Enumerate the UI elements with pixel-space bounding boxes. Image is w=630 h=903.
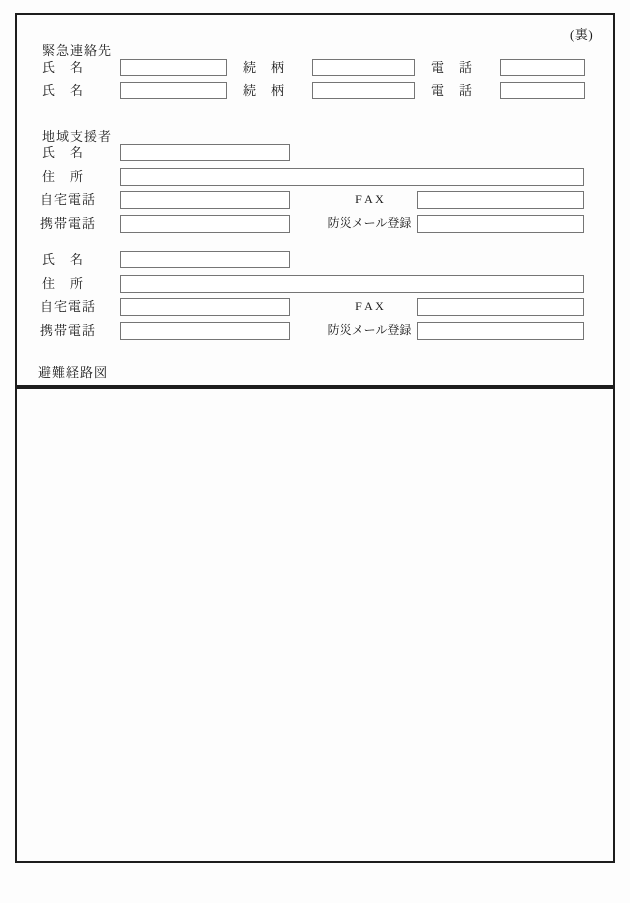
emergency-phone-input-2[interactable]	[500, 82, 585, 99]
emergency-relation-input-2[interactable]	[312, 82, 415, 99]
home-phone-label: 自宅電話	[40, 299, 97, 314]
community-supporter-block	[17, 143, 613, 235]
mobile-phone-label: 携帯電話	[40, 323, 97, 338]
supporter-home-phone-row	[17, 190, 613, 209]
emergency-contact-row	[17, 58, 613, 77]
emergency-phone-input-1[interactable]	[500, 59, 585, 76]
supporter-mobile-phone-row	[17, 214, 613, 233]
supporter-mobile-phone-row	[17, 321, 613, 340]
disaster-mail-label: 防災メール登録	[327, 323, 412, 337]
supporter-address-input-2[interactable]	[120, 275, 584, 293]
emergency-contact-row	[17, 81, 613, 100]
supporter-name-row	[17, 143, 613, 162]
supporter-address-row	[17, 167, 613, 186]
name-label: 氏 名	[42, 252, 85, 267]
address-label: 住 所	[42, 169, 85, 184]
emergency-contacts-title: 緊急連絡先	[42, 43, 113, 58]
name-label: 氏 名	[42, 145, 85, 160]
address-label: 住 所	[42, 276, 85, 291]
fax-label: F A X	[355, 192, 384, 206]
name-label: 氏 名	[42, 60, 85, 75]
supporter-disaster-mail-input-2[interactable]	[417, 322, 584, 340]
page-side-label: (裏)	[570, 27, 594, 42]
name-label: 氏 名	[42, 83, 85, 98]
supporter-fax-input-2[interactable]	[417, 298, 584, 316]
emergency-name-input-2[interactable]	[120, 82, 227, 99]
community-supporters-title: 地域支援者	[42, 129, 113, 144]
disaster-mail-label: 防災メール登録	[327, 216, 412, 230]
evacuation-route-map-area	[15, 387, 615, 863]
supporter-name-input-1[interactable]	[120, 144, 290, 161]
relation-label: 続 柄	[243, 83, 286, 98]
contact-form-frame	[15, 13, 615, 387]
phone-label: 電 話	[431, 60, 474, 75]
community-supporter-block	[17, 250, 613, 342]
fax-label: F A X	[355, 299, 384, 313]
supporter-home-phone-input-2[interactable]	[120, 298, 290, 316]
relation-label: 続 柄	[243, 60, 286, 75]
evacuation-route-map-title: 避難経路図	[38, 365, 109, 380]
supporter-fax-input-1[interactable]	[417, 191, 584, 209]
supporter-home-phone-input-1[interactable]	[120, 191, 290, 209]
emergency-relation-input-1[interactable]	[312, 59, 415, 76]
emergency-name-input-1[interactable]	[120, 59, 227, 76]
home-phone-label: 自宅電話	[40, 192, 97, 207]
supporter-mobile-phone-input-1[interactable]	[120, 215, 290, 233]
mobile-phone-label: 携帯電話	[40, 216, 97, 231]
supporter-disaster-mail-input-1[interactable]	[417, 215, 584, 233]
supporter-name-row	[17, 250, 613, 269]
supporter-name-input-2[interactable]	[120, 251, 290, 268]
supporter-home-phone-row	[17, 297, 613, 316]
supporter-address-input-1[interactable]	[120, 168, 584, 186]
supporter-address-row	[17, 274, 613, 293]
phone-label: 電 話	[431, 83, 474, 98]
supporter-mobile-phone-input-2[interactable]	[120, 322, 290, 340]
